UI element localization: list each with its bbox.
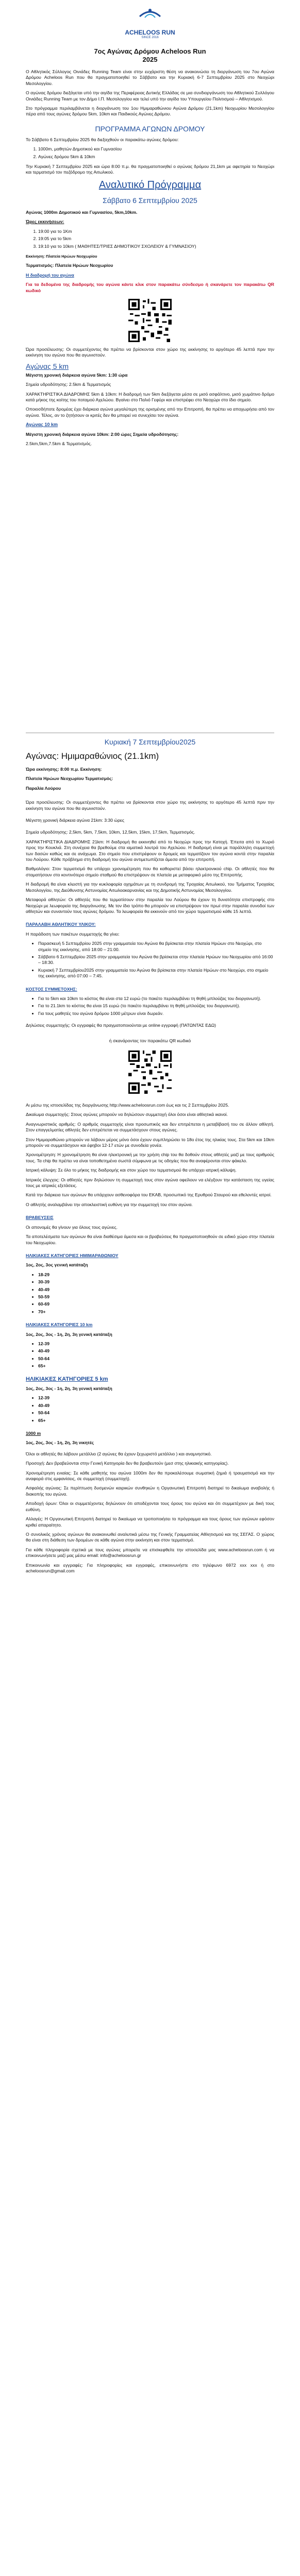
awards-heading: ΒΡΑΒΕΥΣΕΙΣ [26, 1215, 54, 1221]
notes-paragraph-4: Ασφαλής αγώνας: Σε περίπτωση δυσμενών καιρικών συνθηκών η Οργανωτική Επιτροπή διατηρεί το δικαίωμα αναβολής ή διακοπής του αγώνα. [26, 1485, 274, 1497]
half-categories-subheading: 1ος, 2ος, 3ος γενική κατάταξη [26, 1262, 88, 1268]
list-item: • 50-64 [38, 1356, 274, 1362]
categories-10k-list [26, 1341, 274, 1369]
rule-responsibility: Ο αθλητής αναλαμβάνει την αποκλειστική ευθύνη για την συμμετοχή του στον αγώνα. [26, 1201, 193, 1207]
list-item: 2. Αγώνες δρόμου 5km & 10km [38, 154, 274, 160]
half-categories-heading: ΗΛΙΚΙΑΚΕΣ ΚΑΤΗΓΟΡΙΕΣ ΗΜΙΜΑΡΑΘΩΝΙΟΥ [26, 1252, 119, 1258]
registration-qr-code-icon[interactable] [127, 1049, 173, 1095]
race-5k-heading: Αγώνας 5 km [26, 362, 69, 370]
race-5k-max-duration: Μέγιστη χρονική διάρκεια αγώνα 5km: 1:30 ώρα [26, 372, 128, 378]
categories-10k-heading: ΗΛΙΚΙΑΚΕΣ ΚΑΤΗΓΟΡΙΕΣ 10 km [26, 1322, 93, 1328]
half-marathon-transport-note: Μεταφορά αθλητών: Οι αθλητές που θα τερματίσουν στην παραλία του Λούρου θα έχουν τη δυνατότητα επιστροφής στο Νεοχώρι με λεωφορεία της διοργάνωσης. Με τον ίδιο τρόπο θα μπορούν να επιστρέψουν τον πρωί στην παραλία συνοδοί των αθλητών και συναντούν τους αγώνες δρόμου. Τα λεωφορεία θα εκκινούν από τον χώρο τερματισμού κάθε 15 λεπτά. [26, 897, 274, 914]
half-marathon-max-duration: Μέγιστη χρονική διάρκεια αγώνα 21km: 3:30 ώρες [26, 818, 124, 823]
rule-eligibility: Δικαίωμα συμμετοχής: Στους αγώνες μπορούν να δηλώσουν συμμετοχή όλοι όσοι είναι αθλητικά ικανοί. [26, 1112, 228, 1117]
cost-list [26, 996, 274, 1016]
rule-bib-number: Αναγνωριστικός αριθμός: Ο αριθμός συμμετοχής είναι προσωπικός και δεν επιτρέπεται η μεταβίβασή του σε άλλον αθλητή. Στον επαγγελματίες αθλητές δεν επιτρέπεται να συμμετάσχουν στους αγώνες. [26, 1121, 274, 1133]
list-item: • 50-59 [38, 1294, 274, 1300]
list-item: • 40-49 [38, 1403, 274, 1409]
route-note: Για τα δεδομένα της διαδρομής του αγώνα κάντε κλικ στον παρακάτω σύνδεσμο ή σκανάρετε τον παρακάτω QR κωδικό [26, 282, 274, 293]
saturday-subheading: Αγώνας 1000m Δημοτικού και Γυμνασίου, 5km,10km. [26, 209, 138, 215]
start-times-label: Ώρες εκκινήσεων: [26, 219, 64, 225]
rule-timing: Χρονομέτρηση: Η χρονομέτρηση θα είναι ηλεκτρονική με την χρήση chip του θα δοθούν στους αθλητές μαζί με τους αριθμούς τους. Τα chip θα πρέπει να είναι τοποθετημένα σωστά σύμφωνα με τις οδηγίες που θα αναφέρονται στον φάκελο. [26, 1152, 274, 1163]
list-item: • Για τους μαθητές του αγώνα δρόμου 1000 μέτρων είναι δωρεάν. [38, 1011, 274, 1016]
list-item: • Για το 21.1km το κόστος θα είναι 15 ευρώ (το πακέτο περιλαμβάνει τη θηθή μπλούζας του διοργανωτή). [38, 1003, 274, 1009]
half-marathon-finish-place: Παραλία Λούρου [26, 785, 61, 791]
cost-heading: ΚΟΣΤΟΣ ΣΥΜΜΕΤΟΧΗΣ: [26, 986, 77, 992]
categories-5k-list [26, 1395, 274, 1423]
list-item: • 60-69 [38, 1301, 274, 1307]
intro-section [26, 47, 274, 450]
program-saturday-list [26, 146, 274, 160]
categories-10k-subheading: 1ος, 2ος, 3ος - 1η, 2η, 3η γενική κατάταξη [26, 1331, 112, 1337]
list-item: • Σάββατο 6 Σεπτεμβρίου 2025 στην γραμματεία του Αγώνα θα βρίσκεται στην πλατεία Ηρώων του Νεοχωρίου από 16:00 – 18:30. [38, 954, 274, 966]
sunday-gathering-time: Ώρα προσέλευσης: Οι συμμετέχοντες θα πρέπει να βρίσκονται στον χώρο της εκκίνησης το αργότερο 45 λεπτά πριν την εκκίνηση του αγώνα που θα αγωνιστούν. [26, 800, 274, 811]
rule-medical-coverage: Ιατρική κάλυψη: Σε όλο το μήκος της διαδρομής και στον χώρο του τερματισμού θα υπάρχει ιατρική κάλυψη. [26, 1167, 237, 1173]
notes-paragraph-2: Προσοχή: Δεν βραβεύονται στην Γενική Κατηγορία δεν θα βραβευτούν (μεσ στης ηλικιακής κατηγορίας). [26, 1461, 229, 1466]
race-5k-water: Σημεία υδροδότησης: 2.5km & Τερματισμός [26, 382, 111, 387]
intro-paragraph-3: Στο πρόγραμμα περιλαμβάνεται η διοργάνωση του 1ου Ημιμαραθώνιου Αγώνα Δρόμου (21,1km) Νεοχωρίου Μεσολογγίου πέρα από τους αγώνες δρόμου 5km, 10km και Παιδικούς Αγώνες Δρόμου. [26, 106, 274, 117]
list-item: 1. 1000m, μαθητών Δημοτικού και Γυμνασίου [38, 146, 274, 152]
categories-5k-subheading: 1ος, 2ος, 3ος - 1η, 2η, 3η γενική κατάταξη [26, 1386, 112, 1391]
rule-medical-check: Ιατρικός έλεγχος: Οι αθλητές πριν δηλώσουν τη συμμετοχή τους στον αγώνα οφείλουν να ελέγξουν την κατάσταση της υγείας τους με ιατρικές εξετάσεις. [26, 1177, 274, 1189]
list-item: • Για το 5km και 10km το κόστος θα είναι στα 12 ευρώ (το πακέτο περιλαμβάνει τη θηθή μπλούζας του διοργανωτή). [38, 996, 274, 1002]
list-item: • Παρασκευή 5 Σεπτεμβρίου 2025 στην γραμματεία του Αγώνα θα βρίσκεται στην πλατεία Ηρώων στο Νεοχώρι, στο σημείο της εκκίνησης, από 18:00 – 21:00. [38, 941, 274, 953]
document-title: 7ος Αγώνας Δρόμου Acheloos Run [94, 47, 206, 55]
program-heading: ΠΡΟΓΡΑΜΜΑ ΑΓΩΝΩΝ ΔΡΟΜΟΥ [95, 124, 205, 133]
acheloos-run-logo [124, 5, 176, 31]
notes-paragraph-3: Χρονομέτρηση ενιαίας: Σε κάθε μαθητής του αγώνα 1000m δεν θα προκαλέσουμε σωματική ζημιά ή τραυματισμό και την αναφορά στις εμφανίσεις, σε συμμετοχή (συμμετοχή). [26, 1470, 274, 1482]
gathering-time: Ώρα προσέλευσης: Οι συμμετέχοντες θα πρέπει να βρίσκονται στον χώρο της εκκίνησης το αργότερο 45 λεπτά πριν την εκκίνηση του αγώνα που θα αγωνιστούν. [26, 346, 274, 358]
notes-paragraph-8: Για κάθε πληροφορία σχετικά με τους αγώνες μπορείτε να επισκεφθείτε την ιστοσελίδα μας www.acheloosrun.com ή να επικοινωνήσετε μαζί μας μέσω email: info@acheloosrun.gr [26, 1547, 274, 1558]
start-location: Εκκίνηση: Πλατεία Ηρώων Νεοχωρίου [26, 253, 97, 259]
analytic-program-heading: Αναλυτικό Πρόγραμμα [98, 179, 202, 191]
list-item: • 65+ [38, 1363, 274, 1369]
program-sunday-intro: Την Κυριακή 7 Σεπτεμβρίου 2025 και ώρα 8:00 π.μ. θα πραγματοποιηθεί ο αγώνας δρόμου 21,1km με αφετηρία το Νεοχώρι και τερματισμό τον πεζόδρομο της Αιτωλικού. [26, 164, 274, 175]
sunday-heading: Κυριακή 7 Σεπτεμβρίου2025 [104, 738, 196, 746]
notes-paragraph-1: Όλοι οι αθλητές θα λάβουν μετάλλιο (2 αγώνες θα έχουν ξεχωριστό μετάλλιο ) και αναμνηστικό. [26, 1451, 212, 1456]
list-item: • 18-29 [38, 1272, 274, 1278]
race-10k-water: 2.5km,5km,7.5km & Τερματισμός. [26, 441, 92, 446]
list-item: 1. 19:00 για το 1Km [38, 229, 274, 234]
runner-logo-icon [124, 5, 176, 31]
race-10k-max-duration: Μέγιστη χρονική διάρκεια αγώνα 10km: 2:00 ώρες Σημεία υδροδότησης: [26, 431, 179, 437]
race-10k-heading: Αγώνας 10 km [26, 422, 58, 428]
awards-paragraph-1: Οι απονομές θα γίνουν για όλους τους αγώνες. [26, 1224, 118, 1230]
route-link[interactable]: Η διαδρομή του αγώνα [26, 272, 74, 278]
half-marathon-water: Σημεία υδροδότησης: 2,5km, 5km, 7,5km, 10km, 12,5km, 15km, 17,5km, Τερματισμός. [26, 829, 195, 835]
categories-5k-heading: ΗΛΙΚΙΑΚΕΣ ΚΑΤΗΓΟΡΙΕΣ 5 km [26, 1376, 108, 1382]
online-registration-note: Αι μέσω της ιστοσελίδας της διοργάνωσης http://www.acheloosrun.com έως και τις 2 Σεπτεμβρίου 2025. [26, 1103, 229, 1108]
pickup-intro: Η παράδοση των πακέτων συμμετοχής θα γίνει: [26, 931, 120, 937]
half-marathon-start-time: Ώρα εκκίνησης: 8:00 π.μ. Εκκίνηση: [26, 767, 102, 772]
categories-1000m-heading: 1000 m [26, 1431, 41, 1436]
notes-paragraph-6: Αλλαγές: Η Οργανωτική Επιτροπή διατηρεί το δικαίωμα να τροποποιήσει το πρόγραμμα και τους όρους των αγώνων εφόσον κριθεί απαραίτητο. [26, 1516, 274, 1528]
rule-ambulance: Κατά την διάρκεια των αγώνων θα υπάρχουν ασθενοφόρα του ΕΚΑΒ, προσωπικό της Ερυθρού Σταυρού και εθελοντές ιατροί. [26, 1192, 272, 1198]
program-saturday-intro: Το Σάββατο 6 Σεπτεμβρίου 2025 θα διεξαχθούν οι παρακάτω αγώνες δρόμου: [26, 137, 179, 142]
race-5k-time-limit-note: Οποιοσδήποτε δρομέας έχει διάρκεια αγώνα μεγαλύτερη της ορισμένης από την Επιτροπή, θα πρέπει να αποχωρήσει από τον αγώνα. Τέλος, αν το ζητήσουν οι κριτές δεν θα μπορεί να συνεχίσει τον αγώνα. [26, 406, 274, 418]
intro-paragraph-1: Ο Αθλητικός Σύλλογος Οινιάδες Running Team είναι στην ευχάριστη θέση να ανακοινώσει τη διοργάνωση του 7ου Αγώνα Δρόμου Acheloos Run που θα πραγματοποιηθεί το Σάββατο και την Κυριακή 6-7 Σεπτεμβρίου 2025 στο Νεοχώρι Μεσολογγίου. [26, 69, 274, 86]
saturday-heading: Σάββατο 6 Σεπτεμβρίου 2025 [103, 196, 197, 205]
contact-info: Επικοινωνία και εγγραφές: Για πληροφορίες και εγγραφές, επικοινωνήστε στο τηλέφωνο 6972 xxx xxx ή στο acheloosrun@gmail.com [26, 1562, 274, 1573]
list-item: • 70+ [38, 1309, 274, 1315]
document-year: 2025 [142, 56, 158, 63]
half-marathon-route-description: ΧΑΡΑΚΤΗΡΙΣΤΙΚΑ ΔΙΑΔΡΟΜΗΣ 21km: Η διαδρομή θα εκκινηθεί από το Νεοχώρι προς την Κατοχή. Έπειτα από το Χωριό προς την Κουκλιά. Στη συνέχεια θα βρεθούμε στα ιαματικά λουτρά του Αχελώου. Η διαδρομή είναι με παράλληλη συμμετοχή των δασών καθώς και σε ανάχωμα. Στο σημείο που επιστρέφουν οι δρομείς και τερματίζουν τον αγώνα κοντά στην παραλία του Λούρου. Κάθε πρόβλημα στη διαδρομή του αγώνα αντιμετωπίζεται άμεσα από την επιτροπή. [26, 839, 274, 862]
route-qr-code-icon[interactable] [127, 297, 173, 344]
registration-note: Δηλώσεις συμμετοχής: Οι εγγραφές θα πραγματοποιούνται με online εγγραφή (ΠΑΤΩΝΤΑΣ ΕΔΩ) [26, 1023, 216, 1028]
list-item: • 65+ [38, 1418, 274, 1423]
list-item: • 12-39 [38, 1341, 274, 1347]
list-item: 2. 19:05 για το 5km [38, 236, 274, 242]
pickup-heading: ΠΑΡΑΛΑΒΗ ΑΘΛΗΤΙΚΟΥ ΥΛΙΚΟΥ: [26, 922, 96, 927]
half-categories-list [26, 1272, 274, 1315]
list-item: • 12-39 [38, 1395, 274, 1401]
intro-paragraph-2: Ο αγώνας δρόμου διεξάγεται υπό την αιγίδα της Περιφέρειας Δυτικής Ελλάδας σε μια συνδιοργάνωση του Αθλητικού Συλλόγου Οινιάδες Running Team με τον Δήμο Ι.Π. Μεσολογγίου και τελεί υπό την αιγίδα του Υπουργείου Πολιτισμού – Αθλητισμού. [26, 90, 274, 101]
sunday-section [26, 738, 274, 1578]
race-5k-route-description: ΧΑΡΑΚΤΗΡΙΣΤΙΚΑ ΔΙΑΔΡΟΜΗΣ 5km & 10km: Η διαδρομή των 5km διεξάγεται μέσα σε μισό ασφάλτινο, μισό χωμάτινο δρόμο κατά μήκος της κοίτης του ποταμού Αχελώου. Βγαίνει στο Παλιό Γεφύρι και επιστρέφει στο Νεοχώρι στο ίδιο σημείο. [26, 391, 274, 402]
list-item: • 40-49 [38, 1287, 274, 1293]
awards-paragraph-2: Τα αποτελέσματα των αγώνων θα είναι διαθέσιμα άμεσα και οι βραβεύσεις θα πραγματοποιηθούν σε ειδικό χώρο στην πλατεία του Νεοχωρίου. [26, 1234, 274, 1245]
notes-paragraph-5: Αποδοχή όρων: Όλοι οι συμμετέχοντες δηλώνουν ότι αποδέχονται τους όρους του αγώνα και ότι συμμετέχουν με δική τους ευθύνη. [26, 1501, 274, 1512]
logo-text: ACHELOOS RUN [125, 29, 175, 36]
finish-location: Τερματισμός: Πλατεία Ηρώων Νεοχωρίου [26, 263, 113, 268]
notes-paragraph-7: Ο συνολικός χρόνος αγώνων θα ανακοινωθεί αναλυτικά μέσω της Γενικής Γραμματείας Αθλητισμού και της ΣΕΓΑΣ. Ο χώρος θα είναι στη διάθεση των δρομέων σε κάθε αγώνα στην εκκίνηση και στον τερματισμό. [26, 1531, 274, 1543]
list-item: 3. 19:10 για το 10km ( ΜΑΘΗΤΕΣ/ΤΡΙΕΣ ΔΗΜΟΤΙΚΟΥ ΣΧΟΛΕΙΟΥ & ΓΥΜΝΑΣΙΟΥ) [38, 244, 274, 249]
half-marathon-timing-note: Βαθμολόγιο: Στον τερματισμό θα υπάρχει χρονομέτρηση που θα καθοριστεί βάσει ηλεκτρονικού chip. Οι αθλητές που θα σταματήσουν στο κοντινότερο σημείο σταθμού θα επιστρέψουν σε πλατεία με μεταφορικό μέσο της Επιτροπής. [26, 866, 274, 877]
start-times-list [26, 229, 274, 249]
list-item: • 30-39 [38, 1279, 274, 1285]
qr-instruction: ή σκανάροντας τον παρακάτω QR κωδικό [109, 1038, 191, 1043]
half-marathon-traffic-note: Η διαδρομή θα είναι κλειστή για την κυκλοφορία οχημάτων με τη συνδρομή της Τροχαίας Αιτωλικού, του Τμήματος Τροχαίας Μεσολογγίου, της Διεύθυνσης Αστυνομίας Αιτωλοακαρνανίας και της Δημοτικής Αστυνομίας Μεσολογγίου. [26, 882, 274, 893]
list-item: • Κυριακή 7 Σεπτεμβρίου2025 στην γραμματεία του Αγώνα θα βρίσκεται στην πλατεία Ηρώων στο Νεοχώρι, στο σημείο της εκκίνησης, από 07:00 – 7:45. [38, 968, 274, 979]
rule-age: Στον Ημιμαραθώνιο μπορούν να λάβουν μέρος μόνο όσοι έχουν συμπληρώσει το 18ο έτος της ηλικίας τους. Στα 5km και 10km μπορούν να συμμετάσχουν και έφηβοι 12-17 ετών με συνοδεία γονέα. [26, 1137, 274, 1148]
list-item: • 50-64 [38, 1410, 274, 1416]
pickup-list [26, 941, 274, 979]
half-marathon-heading: Αγώνας: Ημιμαραθώνιος (21.1km) [26, 751, 159, 761]
half-marathon-start-place: Πλατεία Ηρώων Νεοχωρίου Τερματισμός: [26, 776, 113, 782]
logo-subtext: SINCE 2016 [141, 36, 159, 39]
categories-1000m-subheading: 1ος, 2ος, 3ος - 1η, 2η, 3η νικητές [26, 1440, 94, 1446]
list-item: • 40-49 [38, 1348, 274, 1354]
